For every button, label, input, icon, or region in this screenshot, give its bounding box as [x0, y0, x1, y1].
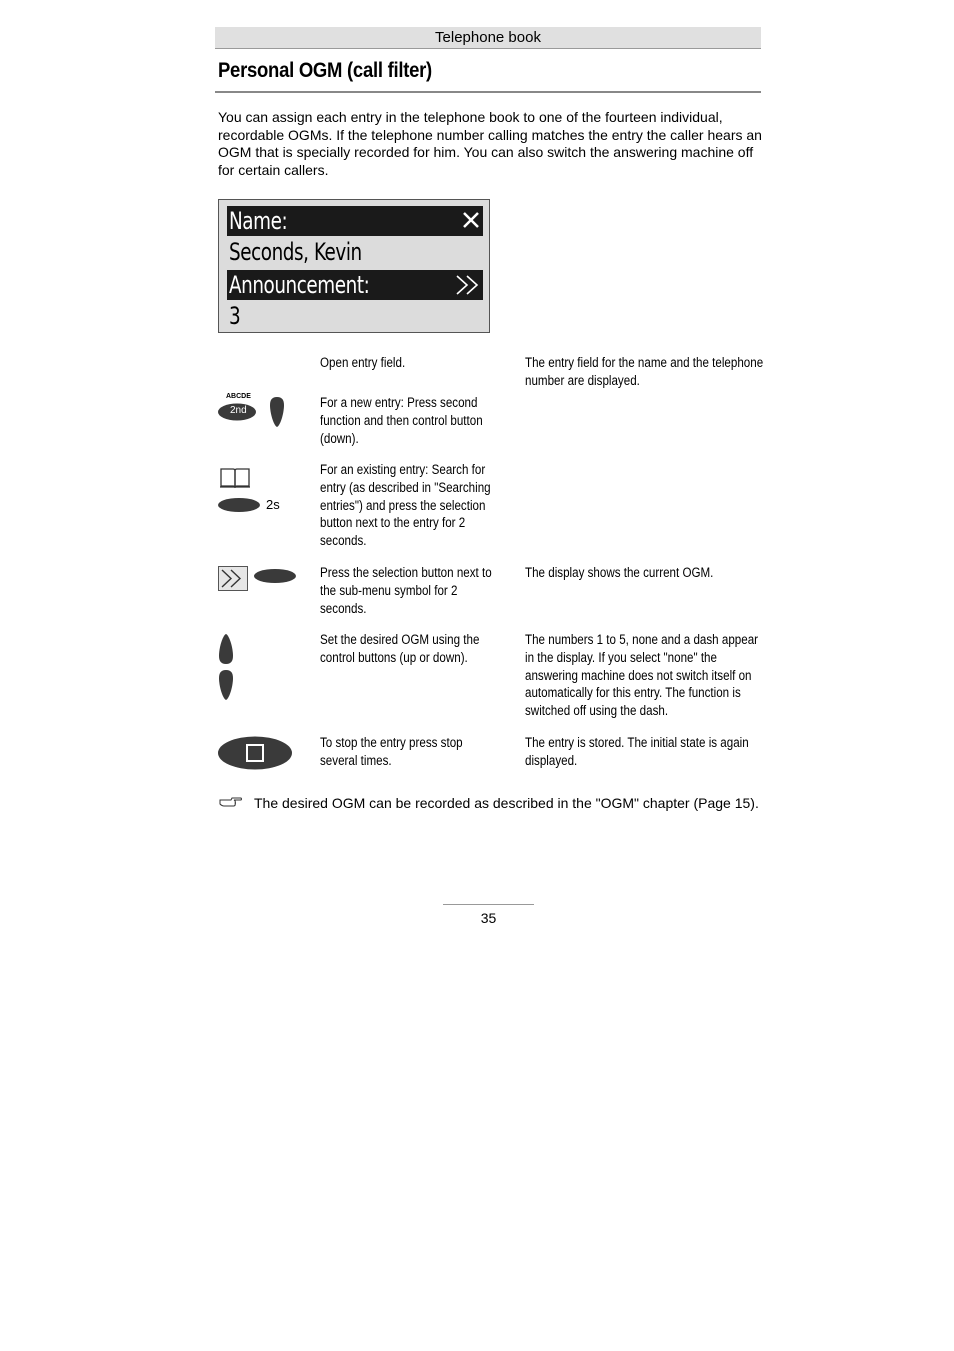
close-icon — [461, 210, 481, 230]
lcd-display — [218, 199, 490, 333]
control-down-icon — [268, 396, 286, 428]
lcd-line-value: 3 — [229, 302, 241, 330]
lcd-line-name: Name: — [227, 206, 483, 236]
step-4-result: The display shows the current OGM. — [525, 565, 714, 580]
pointing-hand-icon — [219, 795, 243, 814]
page-number: 35 — [480, 910, 497, 926]
control-button-down[interactable] — [268, 396, 286, 433]
selection-button-icon — [217, 497, 261, 513]
submenu-arrows-icon — [218, 566, 248, 591]
submenu-selection-button[interactable] — [253, 568, 297, 589]
lcd-line-announcement: Announcement: — [227, 270, 483, 300]
control-button-up[interactable] — [217, 633, 235, 670]
section-header: Telephone book — [215, 27, 761, 49]
control-down-icon — [217, 669, 235, 701]
step-1-result: The entry field for the name and the telephone number are displayed. — [525, 355, 764, 388]
selection-button[interactable] — [217, 497, 261, 518]
lcd-line-contact: Seconds, Kevin — [229, 238, 362, 266]
second-function-key[interactable] — [217, 394, 259, 427]
submenu-arrows-icon — [455, 274, 481, 296]
submenu-symbol — [218, 566, 248, 596]
footer-divider — [443, 904, 534, 905]
control-up-icon — [217, 633, 235, 665]
control-button-down-2[interactable] — [217, 669, 235, 706]
step-3-action: For an existing entry: Search for entry (as described in "Searching entries") and press the selection button next to the entry for 2 seconds. — [320, 462, 491, 549]
step-2-action: For a new entry: Press second function and then control button (down). — [320, 395, 483, 446]
step-1-action: Open entry field. — [320, 355, 406, 370]
step-5-result: The numbers 1 to 5, none and a dash appear in the display. If you select "none" the answering machine does not switch itself on automatically for this entry. The function is switched off using the dash. — [525, 632, 759, 719]
stop-icon — [217, 735, 293, 771]
selection-button-icon — [253, 568, 297, 584]
step-5-action: Set the desired OGM using the control buttons (up or down). — [320, 632, 480, 665]
second-key-label: 2nd — [230, 405, 247, 416]
step-6-result: The entry is stored. The initial state is again displayed. — [525, 735, 749, 768]
step-6-action: To stop the entry press stop several times. — [320, 735, 463, 768]
book-icon — [219, 466, 251, 490]
hold-duration-label: 2s — [266, 497, 280, 512]
note-text: The desired OGM can be recorded as described in the "OGM" chapter (Page 15). — [254, 795, 759, 811]
step-4-action: Press the selection button next to the sub-menu symbol for 2 seconds. — [320, 565, 492, 616]
page-title: Personal OGM (call filter) — [218, 59, 432, 82]
phonebook-key[interactable] — [219, 466, 251, 495]
intro-paragraph: You can assign each entry in the telephone book to one of the fourteen individual, recordable OGMs. If the telephone number calling matches the entry the caller hears an OGM that is specially recorded for him. You can also switch the answering machine off for certain callers. — [218, 109, 762, 178]
stop-button[interactable] — [217, 735, 293, 776]
title-divider — [215, 91, 761, 93]
key-letters-label: ABCDE — [226, 393, 251, 400]
